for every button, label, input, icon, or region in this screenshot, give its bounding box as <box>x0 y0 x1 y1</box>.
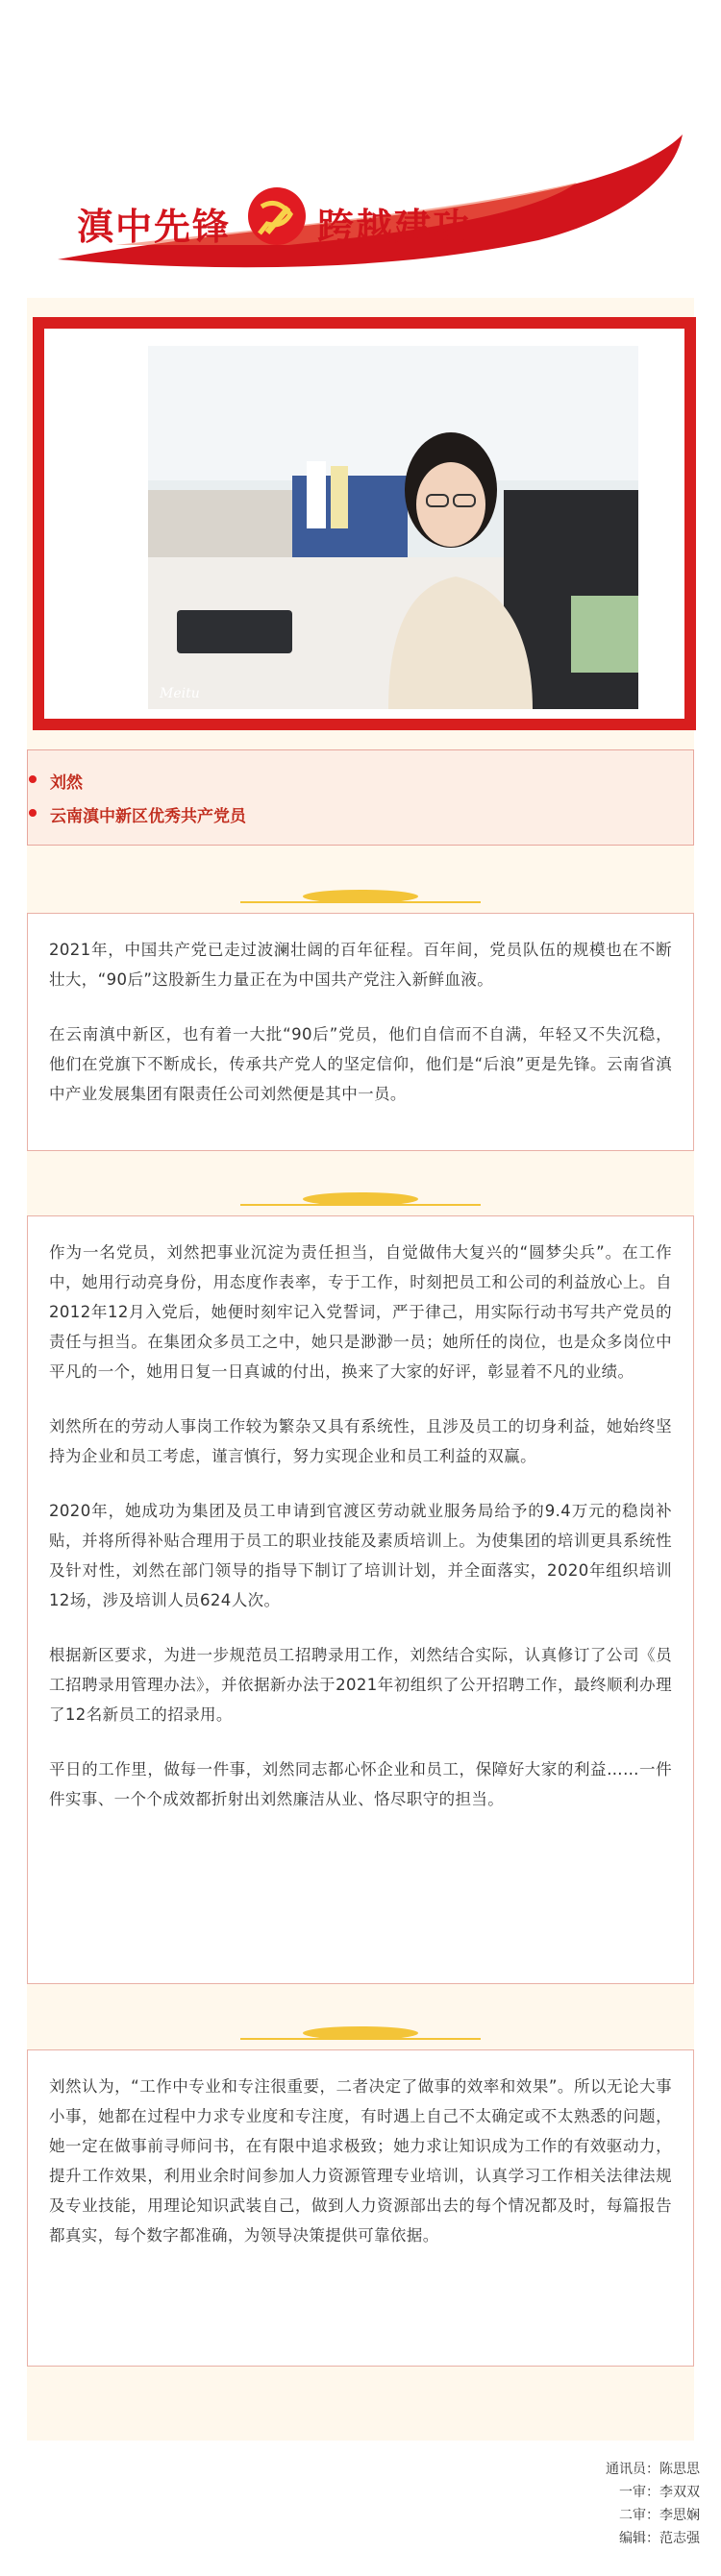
text-section-2 <box>27 1215 694 1984</box>
paragraph: 根据新区要求，为进一步规范员工招聘录用工作，刘然结合实际，认真修订了公司《员工招聘录用管理办法》，并依据新办法于2021年初组织了公开招聘工作，最终顺利办理了12名新员工的招录用。 <box>49 1646 672 1724</box>
hammer-sickle-icon <box>248 187 306 245</box>
credits <box>606 2458 700 2550</box>
credit-editor: 编辑：范志强 <box>619 2531 700 2546</box>
section-divider <box>0 889 721 908</box>
credit-review-1: 一审：李双双 <box>619 2485 700 2500</box>
section-divider <box>0 1191 721 1211</box>
paragraph: 2020年，她成功为集团及员工申请到官渡区劳动就业服务局给予的9.4万元的稳岗补贴，并将所得补贴合理用于员工的职业技能及素质培训上。为使集团的培训更具系统性及针对性，刘然在部门领导的指导下制订了培训计划，并全面落实，2020年组织培训12场，涉及培训人员624人次。 <box>49 1502 672 1609</box>
banner-title-right: 跨越建功 <box>317 206 472 248</box>
photo-frame <box>33 317 696 730</box>
paragraph: 作为一名党员，刘然把事业沉淀为责任担当，自觉做伟大复兴的“圆梦尖兵”。在工作中，她用行动亮身份，用态度作表率，专于工作，时刻把员工和公司的利益放心上。自2012年12月入党后，她便时刻牢记入党誓词，严于律己，用实际行动书写共产党员的责任与担当。在集团众多员工之中，她只是渺渺一员；她所任的岗位，也是众多岗位中平凡的一个，她用日复一日真诚的付出，换来了大家的好评，彰显着不凡的业绩。 <box>49 1243 672 1381</box>
credit-review-2: 二审：李思娴 <box>619 2508 700 2523</box>
paragraph: 在云南滇中新区，也有着一大批“90后”党员，他们自信而不自满，年轻又不失沉稳，他们在党旗下不断成长，传承共产党人的坚定信仰，他们是“后浪”更是先锋。云南省滇中产业发展集团有限责任公司刘然便是其中一员。 <box>49 1025 672 1103</box>
profile-name: 刘然 <box>50 769 83 793</box>
portrait-photo <box>148 346 638 709</box>
photo-watermark: Meitu <box>160 686 200 701</box>
profile-box <box>27 749 694 846</box>
banner-title-left: 滇中先锋 <box>77 206 232 248</box>
credit-correspondent: 通讯员：陈思思 <box>606 2462 700 2477</box>
paragraph: 平日的工作里，做每一件事，刘然同志都心怀企业和员工，保障好大家的利益……一件件实事、一个个成效都折射出刘然廉洁从业、恪尽职守的担当。 <box>49 1760 672 1808</box>
text-section-1 <box>27 913 694 1151</box>
paragraph: 刘然认为，“工作中专业和专注很重要，二者决定了做事的效率和效果”。所以无论大事小事，她都在过程中力求专业度和专注度，有时遇上自己不太确定或不太熟悉的问题，她一定在做事前寻师问书，在有限中追求极致；她力求让知识成为工作的有效驱动力，提升工作效果，利用业余时间参加人力资源管理专业培训，认真学习工作相关法律法规及专业技能，用理论知识武装自己，做到人力资源部出去的每个情况都及时，每篇报告都真实，每个数字都准确，为领导决策提供可靠依据。 <box>49 2077 672 2245</box>
paragraph: 2021年，中国共产党已走过波澜壮阔的百年征程。百年间，党员队伍的规模也在不断壮大，“90后”这股新生力量正在为中国共产党注入新鲜血液。 <box>49 941 672 989</box>
profile-honor: 云南滇中新区优秀共产党员 <box>50 802 246 826</box>
text-section-3 <box>27 2049 694 2367</box>
section-divider <box>0 2025 721 2045</box>
paragraph: 刘然所在的劳动人事岗工作较为繁杂又具有系统性，且涉及员工的切身利益，她始终坚持为企业和员工考虑，谨言慎行，努力实现企业和员工利益的双赢。 <box>49 1417 672 1465</box>
